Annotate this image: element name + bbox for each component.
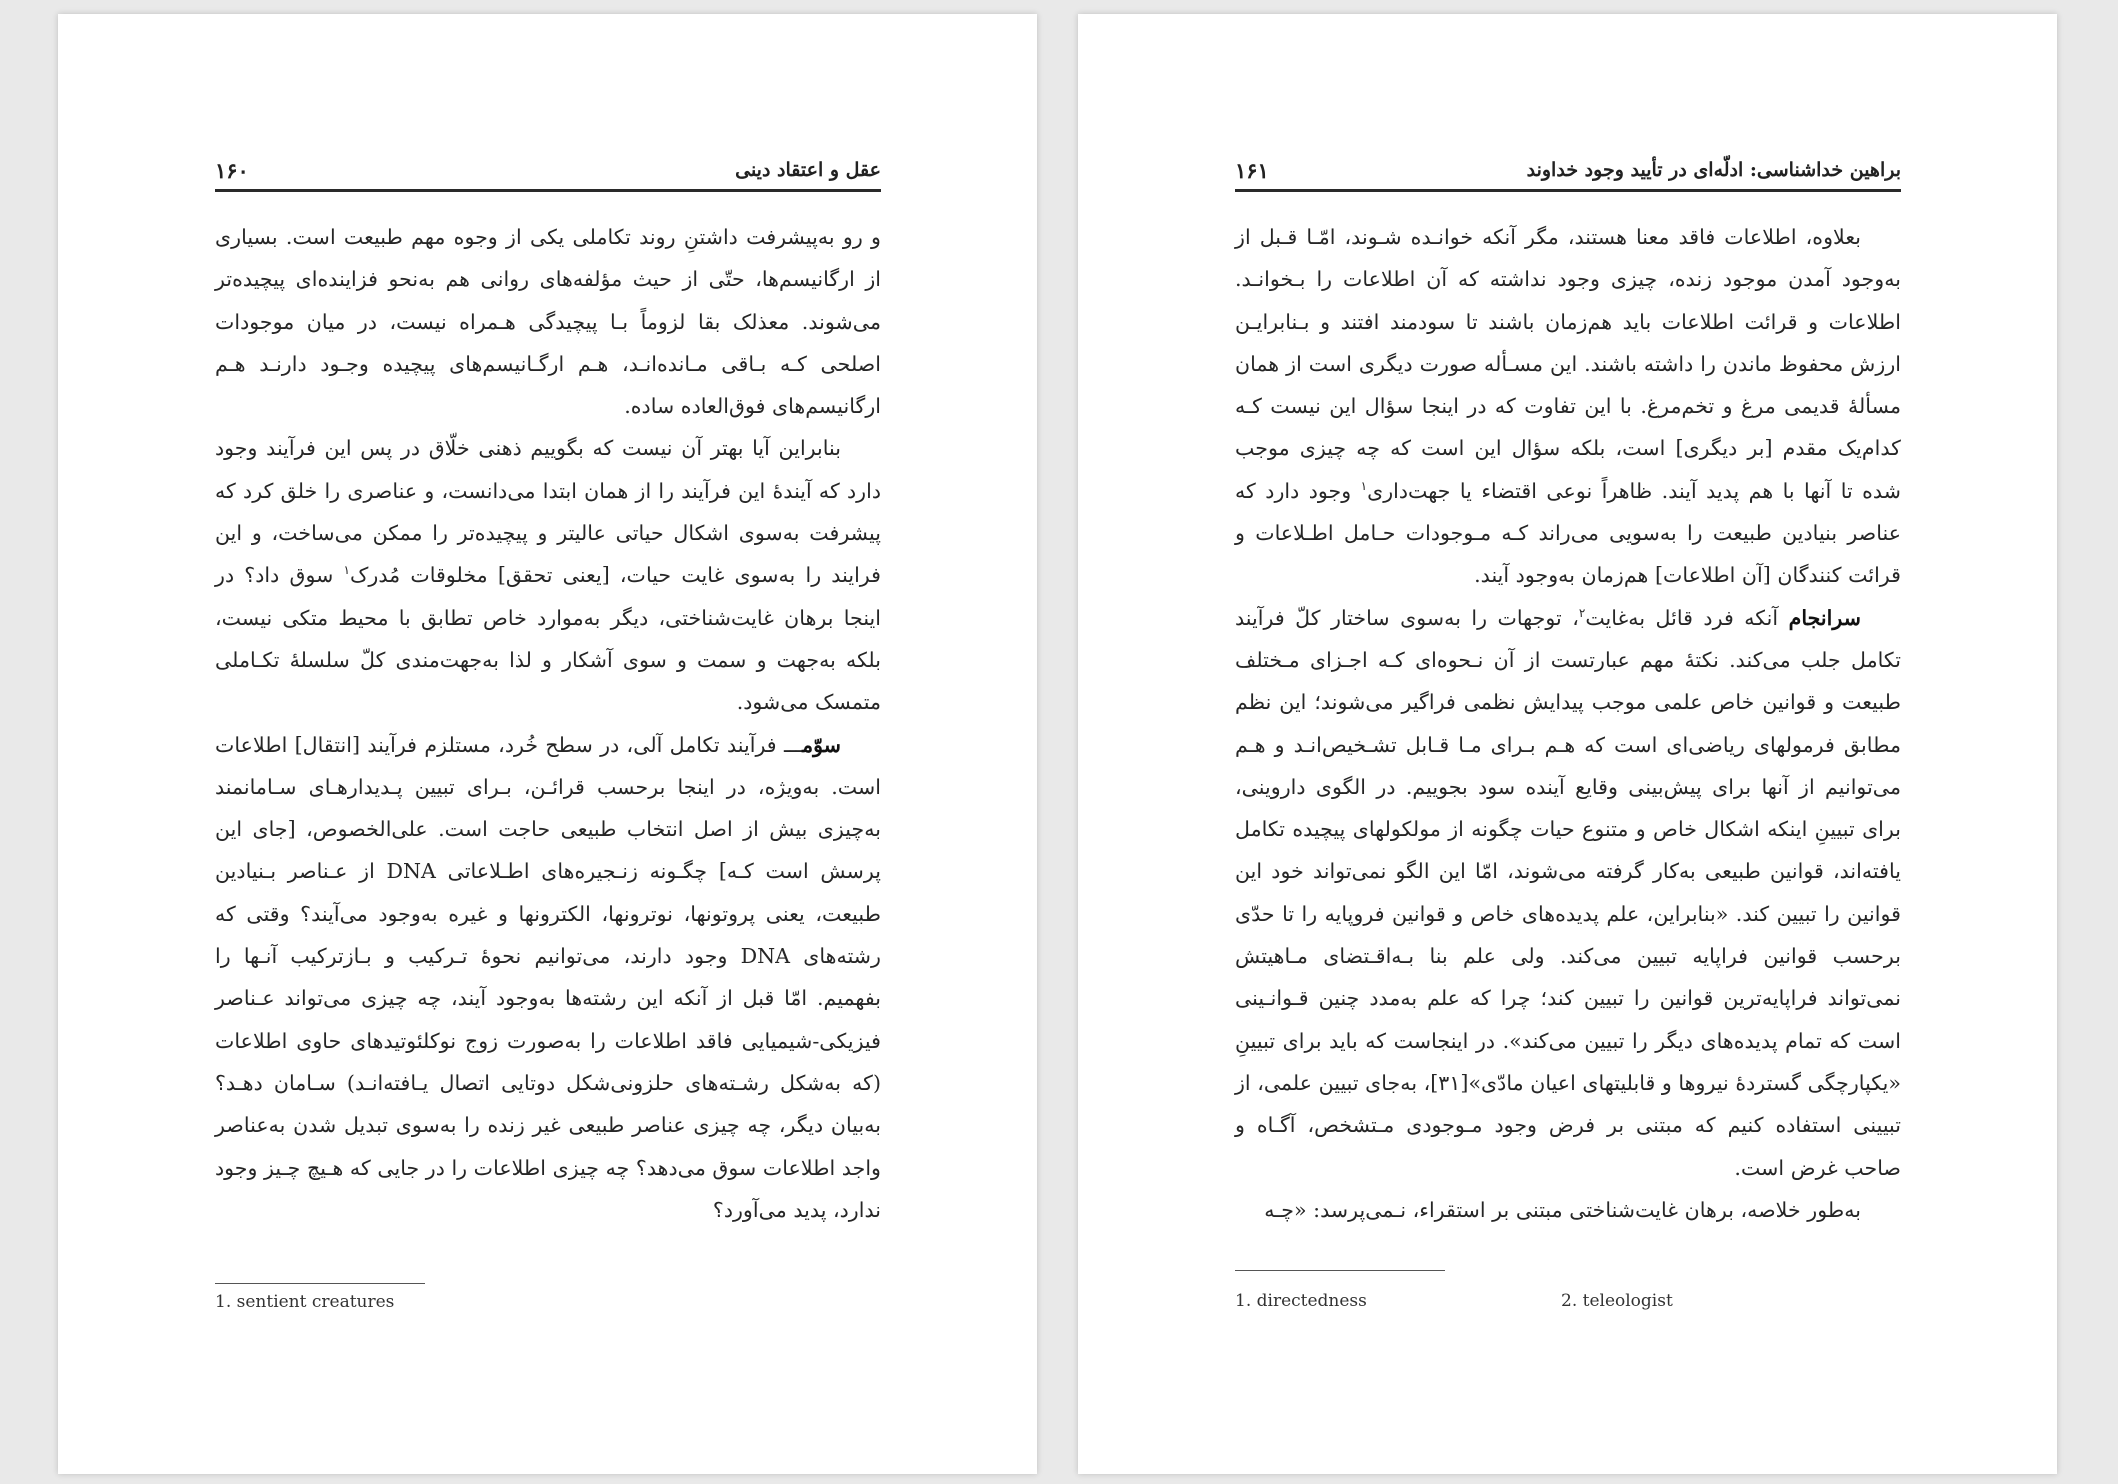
header-title: براهین خداشناسی: ادلّه‌ای در تأیید وجود خداوند <box>1526 159 1901 181</box>
body-text: و رو به‌پیشرفت داشتنِ روند تکاملی یکی از وجوه مهم طبیعت است. بسیاری از ارگانیسم‌ها، حتّی از حیث مؤلفه‌های روانی هم به‌نحو فزاینده‌ای پیچیده‌تر می‌شوند. معذلک بقا لزوماً بـا پیچیدگی هـمراه نیست، در میان موجودات اصلحی کـه بـاقی مـانده‌انـد، هـم ارگـانیسم‌های پیچیده وجـود دارنـد هـم ارگانیسم‌های فوق‌العاده ساده. بنابراین آیا بهتر آن نیست که بگوییم ذهنی خلّاق در پس این فرآیند وجود دارد که آیندهٔ این فرآیند را از همان ابتدا می‌دانست، و عناصری را خلق کرد که پیشرفت به‌سوی اشکال حیاتی عالیتر و پیچیده‌تر را ممکن می‌ساخت، و این فرایند را به‌سوی غایت حیات، [یعنی تحقق] مخلوقات مُدرک$^۱$ سوق داد؟ در اینجا برهان غایت‌شناختی، دیگر به‌موارد خاص تطابق با محیط متکی نیست، بلکه به‌جهت و سمت و سوی آشکار و لذا به‌جهت‌مندی کلّ سلسلهٔ تکـاملی متمسک می‌شود. سوّمـــ فرآیند تکامل آلی، در سطح خُرد، مستلزم فرآیند [انتقال] اطلاعات است. به‌ویژه، در اینجا برحسب قرائـن، بـرای تبیین پـدیدارهـای سـامانمند به‌چیزی بیش از اصل انتخاب طبیعی حاجت است. علی‌الخصوص، [جای این پرسش است کـه] چگـونه زنـجیره‌های اطـلاعاتی DNA از عـناصر بـنیادین طبیعت، یعنی پروتونها، نوترونها، الکترونها و غیره به‌وجود می‌آیند؟ وقتی که رشته‌های DNA وجود دارند، می‌توانیم نحوهٔ تـرکیب و بـازترکیب آنـها را بفهمیم. امّا قبل از آنکه این رشته‌ها به‌وجود آیند، چه چیزی می‌تواند عـناصر فیزیکی-شیمیایی فاقد اطلاعات را به‌صورت زوج نوکلئوتیدهای حاوی اطلاعات (که به‌شکل رشـته‌های حلزونی‌شکل دوتایی اتصال یـافته‌انـد) سـامان دهـد؟ به‌بیان دیگر، چه چیزی عناصر طبیعی غیر زنده را به‌سوی تبدیل شدن به‌عناصر واجد اطلاعات سوق می‌دهد؟ چه چیزی اطلاعات را در جایی که هـیچ چـیز وجود ندارد، پدید می‌آورد؟ <box>215 225 882 1222</box>
footnote-2: 2. teleologist <box>1561 1291 1673 1311</box>
footnote: 1. sentient creatures <box>215 1292 395 1312</box>
body-text: بعلاوه، اطلاعات فاقد معنا هستند، مگر آنکه خوانـده شـوند، امّـا قـبل از به‌وجود آمدن موجود زنده، چیزی وجود نداشته که آن اطلاعات را بـخوانـد. اطلاعات و قرائت اطلاعات باید هم‌زمان باشند تا سودمند افتند و بـنابرایـن ارزش محفوظ ماندن را داشته باشند. این مسـأله صورت دیگری است از همان مسألهٔ قدیمی مرغ و تخم‌مرغ. با این تفاوت که در اینجا سؤال این نیست کـه کدام‌یک مقدم [بر دیگری] است، بلکه سؤال این است که چه چیزی موجب شده تا آنها با هم پدید آیند. ظاهراً نوعی اقتضاء یا جهت‌داری$^۱$ وجود دارد که عناصر بنیادین طبیعت را به‌سویی می‌راند کـه مـوجودات حـامل اطـلاعات و قرائت کنندگان [آن اطلاعات] هم‌زمان به‌وجود آیند. سرانجام آنکه فرد قائل به‌غایت$^۲$، توجهات را به‌سوی ساختار کلّ فرآیند تکامل جلب می‌کند. نکتهٔ مهم عبارتست از آن نـحوه‌ای کـه اجـزای مـختلف طبیعت و قوانین خاص علمی موجب پیدایش نظمی فراگیر می‌شوند؛ این نظم مطابق فرمولهای ریاضی‌ای است که هـم بـرای مـا قـابل تشـخیص‌انـد و هـم می‌توانیم از آنها برای پیش‌بینی وقایع آینده سود بجوییم. در الگوی داروینی، برای تبیینِ اینکه اشکال خاص و متنوع حیات چگونه از مولکولهای پیچیده تکامل یافته‌اند، قوانین طبیعی به‌کار گرفته می‌شوند، امّا این الگو نمی‌تواند خود این قوانین را تبیین کند. «بنابراین، علم پدیده‌های خاص و قوانین فروپایه را تا حدّی برحسب قوانین فراپایه تبیین می‌کند. ولی علم بنا بـه‌اقـتضای مـاهیتش نمی‌تواند فراپایه‌ترین قوانین را تبیین کند؛ چرا که علم به‌مدد چنین قـوانـینی است که تمام پدیده‌های دیگر را تبیین می‌کند». در اینجاست که باید برای تبیینِ «یکپارچگی گستردهٔ نیروها و قابلیتهای اعیان مادّی»[۳۱]، به‌جای تبیین علمی، از تبیینی استفاده کنیم که مبتنی بر فرض وجود مـوجودی مـتشخص، آگـاه و صاحب غرض است. به‌طور خلاصه، برهان غایت‌شناختی مبتنی بر استقراء، نـمی‌پرسد: «چـه <box>1234 225 1901 1222</box>
running-header <box>215 151 881 192</box>
running-header <box>1235 151 1901 192</box>
footnote-rule <box>215 1283 425 1284</box>
footnote-rule <box>1235 1270 1445 1271</box>
footnote-1: 1. directedness <box>1235 1291 1367 1311</box>
header-title: عقل و اعتقاد دینی <box>735 159 881 181</box>
left-page <box>58 14 1037 1474</box>
page-number: ۱۶۰ <box>215 157 249 183</box>
right-page <box>1078 14 2057 1474</box>
page-number: ۱۶۱ <box>1235 157 1269 183</box>
